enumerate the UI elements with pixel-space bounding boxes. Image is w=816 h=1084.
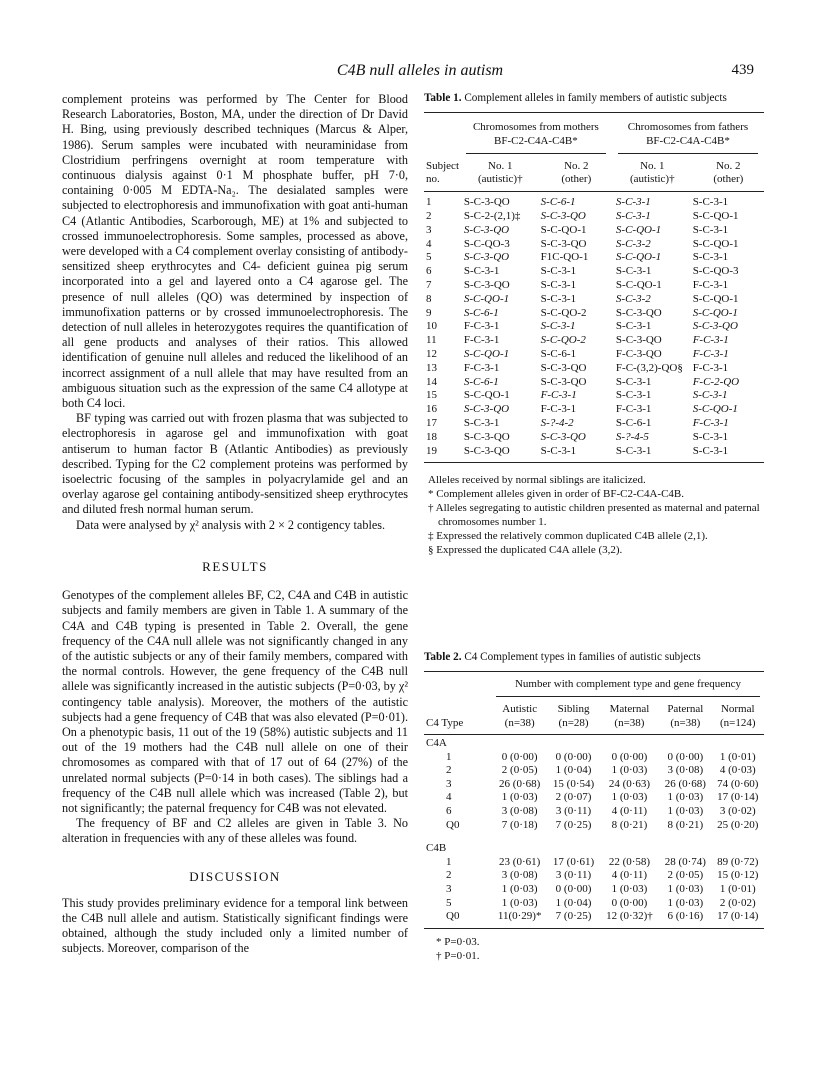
table-row <box>424 910 764 924</box>
table2-col-header: Paternal <box>667 702 704 715</box>
table2-cell: 26 (0·68) <box>664 777 706 790</box>
table1-col-m2: No. 2 <box>564 159 589 172</box>
table2-col-n: (n=38) <box>614 716 645 729</box>
table2-type: Q0 <box>446 818 460 831</box>
table2-cell: 22 (0·58) <box>608 855 651 868</box>
table1-cell-m1: F-C-3-1 <box>463 320 500 333</box>
table1-cell-f1: S-C-6-1 <box>615 416 652 429</box>
table1-cell-f1: S-C-3-1 <box>615 389 652 402</box>
table2-cell: 0 (0·00) <box>555 750 592 763</box>
table1-cell-f1: S-C-3-1 <box>615 196 651 209</box>
table-row <box>424 445 764 459</box>
table2-note-dagger: † P=0·01. <box>436 949 480 962</box>
table2-cell: 15 (0·54) <box>552 777 595 790</box>
table-row <box>424 764 764 778</box>
table1-cell-f1: S-C-3-1 <box>615 265 652 278</box>
table2-cell: 15 (0·12) <box>717 869 759 882</box>
table2-cell: 1 (0·04) <box>555 764 592 777</box>
table2-col-n: (n=124) <box>720 716 756 729</box>
table1-cell-f2: F-C-3-1 <box>692 347 729 360</box>
table1-cell-m2: S-C-3-1 <box>540 444 577 457</box>
table1-cell-m1: S-C-6-1 <box>463 375 499 388</box>
table1-group-fathers-sub: BF-C2-C4A-C4B* <box>646 134 730 147</box>
table2-cell: 1 (0·03) <box>667 805 704 818</box>
table1-subject-no: 17 <box>426 416 437 429</box>
table-row <box>424 376 764 390</box>
table2-type: Q0 <box>446 910 460 923</box>
table2-cell: 4 (0·11) <box>611 805 648 818</box>
bf-typing-paragraph: BF typing was carried out with frozen plasma that was subjected to electrophoresis in agarose gel and immunofixation with goat antiserum to human factor B (Atlantic Antibodies) as previously described. Typing for the C2 complement proteins was performed by isoelectric focusing of the samples in polyacrylamide gel and an overlay agarose gel containing antibody-sensitized sheep erythrocytes and diluted fresh normal human serum. <box>62 411 408 517</box>
table1-caption-text: Complement alleles in family members of autistic subjects <box>464 92 727 104</box>
table2-cell: 17 (0·14) <box>717 791 759 804</box>
table1-note-section: § Expressed the duplicated C4A allele (3,2). <box>428 544 623 557</box>
table1-subject-no: 5 <box>426 251 432 264</box>
table1-subject-no: 15 <box>426 389 437 402</box>
page-number: 439 <box>731 62 754 78</box>
table1-cell-f2: S-C-3-1 <box>692 223 729 236</box>
table-row <box>424 265 764 279</box>
table2-cell: 1 (0·03) <box>667 896 704 909</box>
table1-cell-m2: S-C-QO-1 <box>540 223 587 236</box>
table1-col-f1: No. 1 <box>640 159 665 172</box>
table1-cell-f2: S-C-3-1 <box>692 196 729 209</box>
table1-cell-m2: F-C-3-1 <box>540 389 577 402</box>
table1-cell-f1: S-C-QO-1 <box>615 251 662 264</box>
table-row <box>424 320 764 334</box>
table2-cell: 1 (0·03) <box>611 791 648 804</box>
table-row <box>424 417 764 431</box>
table2-cell: 89 (0·72) <box>717 855 759 868</box>
table1-cell-f2: S-C-QO-1 <box>692 306 738 319</box>
table-row <box>424 362 764 376</box>
table2-cell: 1 (0·01) <box>719 883 756 896</box>
table-row <box>424 210 764 224</box>
table2-type: 1 <box>446 855 452 868</box>
table1-subject-no: 8 <box>426 292 432 305</box>
table2-cell: 26 (0·68) <box>499 777 541 790</box>
table1-group-mothers-sub: BF-C2-C4A-C4B* <box>494 134 578 147</box>
table2-caption <box>424 651 764 663</box>
table1-cell-m1: S-C-3-QO <box>463 251 510 264</box>
table1-subject-no: 9 <box>426 306 432 319</box>
table1-cell-f2: F-C-3-1 <box>692 278 729 291</box>
table-row <box>424 869 764 883</box>
table2-cell: 17 (0·14) <box>717 910 759 923</box>
left-column <box>62 92 408 957</box>
table1-cell-m1: S-C-QO-3 <box>463 237 510 250</box>
table1-cell-m1: S-C-3-QO <box>463 403 510 416</box>
table1-cell-f1: S-C-3-1 <box>615 375 652 388</box>
table1-col-m2-sub: (other) <box>561 173 592 186</box>
table-row <box>424 751 764 765</box>
table1-cell-m1: S-C-QO-1 <box>463 347 510 360</box>
table-row <box>424 389 764 403</box>
table1-cell-f2: F-C-3-1 <box>692 334 729 347</box>
table1-cell-m1: S-C-QO-1 <box>463 292 510 305</box>
table1-group-fathers: Chromosomes from fathers <box>627 121 749 133</box>
table2-cell: 24 (0·63) <box>608 777 651 790</box>
table1-cell-f1: F-C-3-QO <box>615 347 662 360</box>
table2-cell: 3 (0·08) <box>667 764 704 777</box>
table1-cell-m2: S-?-4-2 <box>540 416 574 429</box>
table1-cell-f2: S-C-QO-3 <box>692 265 739 278</box>
table2-cell: 2 (0·02) <box>719 896 756 909</box>
right-column <box>424 92 764 963</box>
table1-cell-m1: S-C-3-QO <box>463 196 510 209</box>
table2-col-n: (n=28) <box>558 716 589 729</box>
table1-cell-f2: S-C-3-QO <box>692 320 738 333</box>
table-row <box>424 293 764 307</box>
table-row <box>424 224 764 238</box>
table1-cell-m2: S-C-3-1 <box>540 292 577 305</box>
table2-note-star: * P=0·03. <box>436 935 480 948</box>
table1-cell-m1: S-C-3-1 <box>463 265 500 278</box>
table2-col-type: C4 Type <box>426 716 464 729</box>
table2-cell: 4 (0·11) <box>611 869 648 882</box>
table2-type: 1 <box>446 750 452 763</box>
table1-subject-no: 13 <box>426 361 437 374</box>
table2-type: 3 <box>446 883 452 896</box>
table2-cell: 1 (0·01) <box>719 750 756 763</box>
table-row <box>424 238 764 252</box>
table2-cell: 1 (0·03) <box>667 791 704 804</box>
table2-type: 5 <box>446 896 452 909</box>
table1-cell-m1: F-C-3-1 <box>463 361 500 374</box>
table1-col-m1: No. 1 <box>488 159 513 172</box>
table2-cell: 17 (0·61) <box>552 855 595 868</box>
table1-cell-f2: S-C-QO-1 <box>692 403 738 416</box>
table2-section-label: C4A <box>426 737 447 750</box>
table1-cell-m2: F-C-3-1 <box>540 403 577 416</box>
table1-cell-f1: S-C-3-2 <box>615 237 651 250</box>
table2-cell: 0 (0·00) <box>667 750 704 763</box>
discussion-paragraph: This study provides preliminary evidence for a temporal link between the C4B null allele and autism. Statistically significant findings were obtained, although the study included only a limited number of subjects. Moreover, comparison of the <box>62 895 408 956</box>
table1-col-m1-sub: (autistic)† <box>477 173 523 186</box>
table1-note-italic: Alleles received by normal siblings are italicized. <box>428 474 646 487</box>
table2 <box>424 671 764 929</box>
table2-cell: 1 (0·03) <box>501 896 538 909</box>
table1-subject-no: 3 <box>426 223 432 236</box>
table1-cell-m2: S-C-6-1 <box>540 347 577 360</box>
table1-note-ddagger: ‡ Expressed the relatively common duplicated C4B allele (2,1). <box>428 530 708 543</box>
table1-subject-no: 6 <box>426 265 432 278</box>
table1-cell-f1: S-C-3-1 <box>615 320 652 333</box>
table1-cell-m1: S-C-QO-1 <box>463 389 510 402</box>
table1-cell-f2: F-C-2-QO <box>692 375 740 388</box>
results-bf-c2-paragraph: The frequency of BF and C2 alleles are given in Table 3. No alteration in frequencies with any of these alleles was found. <box>62 816 408 846</box>
table1-body <box>424 196 764 458</box>
table1-note-star: * Complement alleles given in order of BF-C2-C4A-C4B. <box>428 488 685 501</box>
table1-col-f2: No. 2 <box>716 159 741 172</box>
table1-subject-no: 12 <box>426 347 437 360</box>
table1-cell-f2: S-C-3-1 <box>692 389 728 402</box>
table1-caption <box>424 92 764 104</box>
table1-group-mothers: Chromosomes from mothers <box>472 121 599 133</box>
table1-cell-m1: S-C-6-1 <box>463 306 499 319</box>
table1-caption-label: Table 1. <box>424 92 462 104</box>
table2-type: 2 <box>446 764 452 777</box>
table1-cell-m1: S-C-2-(2,1)‡ <box>463 209 521 222</box>
table1-cell-f1: S-C-3-QO <box>615 334 662 347</box>
table1-subject-no: 2 <box>426 209 432 222</box>
table1-notes <box>424 473 764 557</box>
table1-cell-f1: S-C-3-1 <box>615 209 651 222</box>
table1-cell-m1: S-C-3-QO <box>463 278 510 291</box>
table-row <box>424 251 764 265</box>
table1-note-dagger: † Alleles segregating to autistic children presented as maternal and paternal chromosomes number 1. <box>428 502 760 529</box>
table2-cell: 7 (0·25) <box>555 910 592 923</box>
table2-col-header: Normal <box>720 702 755 715</box>
table1-cell-m2: S-C-QO-2 <box>540 306 587 319</box>
table2-caption-text: C4 Complement types in families of autistic subjects <box>464 651 701 664</box>
methods-paragraph: complement proteins was performed by The Center for Blood Research Laboratories, Boston, MA, under the direction of Dr David H. Bing, using previously described techniques (Marcus & Alper, 1986). Serum samples were incubated with neuraminidase from Clostridium perfringens overnight at room temperature with continuous dialysis against 0·1 M phosphate buffer, pH 7·0, containing 0·005 M EDTA-Na₂. The desialated samples were subjected to electrophoresis and immunofixation with goat anti-human C4 (Atlantic Antibodies, Scarborough, ME) at 1% and subjected to crossed immunoelectrophoresis. Some samples, processed as above, were developed with a C4 complement overlay consisting of antibody-sensitized sheep erythrocytes and C4- deficient guinea pig serum incorporated into a gel and layered onto a C4 agarose gel. The presence of null alleles (QO) was determined by inspection of immunofixation patterns or by crossed immunoelectrophoresis. The detection of null alleles in heterozygotes requires the quantification of all gene products and analyses of their ratios. This allowed identification of genuine null alleles and reduced the likelihood of an incorrect assignment of a null allele that may have resulted from an ambiguous situation such as the expression of the same C4 allotype at both C4 loci. <box>62 92 408 411</box>
table1-cell-m1: S-C-3-QO <box>463 444 510 457</box>
table2-cell: 8 (0·21) <box>667 818 704 831</box>
table-row <box>424 307 764 321</box>
table1-cell-f2: S-C-QO-1 <box>692 292 739 305</box>
results-paragraph: Genotypes of the complement alleles BF, C2, C4A and C4B in autistic subjects and family members are given in Table 1. A summary of the C4A and C4B typing is presented in Table 2. Overall, the gene frequency of the C4A null allele was not significantly changed in any of the autistic subjects or any of their family members, compared with the normal controls. However, the gene frequency of the C4B null allele was significantly increased in the autistic subjects (P=0·03, by χ² contingency table analysis). Moreover, the mothers of the autistic subjects had a gene frequency of C4B that was also elevated (P=0·01). On a phenotypic basis, 11 out of the 19 (58%) autistic subjects and 11 out of the 19 mothers had the C4B null allele on one of their chromosomes as compared with that of 17 out of 64 (27%) of the unrelated normal subjects (P=0·14 in both cases). The siblings had a frequency of the C4B null allele which was increased (Table 2), but not significantly; the paternal frequency for C4B was not elevated. <box>62 588 408 815</box>
table-row <box>424 196 764 210</box>
table1-subject-no: 4 <box>426 237 432 250</box>
table-row <box>424 403 764 417</box>
table1-cell-f1: S-?-4-5 <box>615 430 649 443</box>
table2-section-label: C4B <box>426 842 447 855</box>
table1-subject-no: 7 <box>426 278 432 291</box>
results-heading: RESULTS <box>202 558 268 574</box>
table1-subject-no: 16 <box>426 403 437 416</box>
table2-cell: 6 (0·16) <box>667 910 704 923</box>
table1-col-subject: Subject <box>426 159 459 172</box>
table-row <box>424 791 764 805</box>
table2-cell: 3 (0·08) <box>501 869 538 882</box>
table2-col-n: (n=38) <box>504 716 535 729</box>
analysis-paragraph: Data were analysed by χ² analysis with 2 × 2 contigency tables. <box>76 517 386 532</box>
table-row <box>424 279 764 293</box>
running-title: C4B null alleles in autism <box>336 62 504 79</box>
table2-cell: 8 (0·21) <box>611 818 648 831</box>
table2-cell: 0 (0·00) <box>555 883 592 896</box>
table1-cell-f2: S-C-3-1 <box>692 251 729 264</box>
table1-cell-m2: S-C-3-1 <box>540 278 577 291</box>
table1-cell-f1: S-C-QO-1 <box>615 223 662 236</box>
table1-subject-no: 11 <box>426 334 437 347</box>
table1-cell-f1: F-C-(3,2)-QO§ <box>615 361 683 374</box>
table1-cell-f2: S-C-QO-1 <box>692 209 739 222</box>
table2-cell: 1 (0·03) <box>501 791 538 804</box>
table1-col-f2-sub: (other) <box>713 173 744 186</box>
table2-type: 3 <box>446 777 452 790</box>
table1-cell-f2: S-C-3-1 <box>692 430 729 443</box>
table2-cell: 3 (0·08) <box>501 805 538 818</box>
table2-cell: 3 (0·11) <box>555 869 592 882</box>
table1-col-f1-sub: (autistic)† <box>630 173 675 186</box>
table2-col-header: Sibling <box>557 702 590 715</box>
table1-cell-m2: S-C-6-1 <box>540 196 576 209</box>
table1-cell-m2: S-C-3-1 <box>540 265 577 278</box>
table1-cell-f2: S-C-3-1 <box>692 444 729 457</box>
table-row <box>424 334 764 348</box>
table2-section-row <box>424 735 764 751</box>
table1-cell-f1: S-C-3-2 <box>615 292 651 305</box>
table1-subject-no: 1 <box>426 196 432 209</box>
table2-cell: 7 (0·25) <box>555 818 592 831</box>
discussion-heading: DISCUSSION <box>189 868 281 884</box>
table2-type: 2 <box>446 869 452 882</box>
table2-group-header: Number with complement type and gene frequency <box>514 678 742 691</box>
table1-subject-no: 18 <box>426 430 437 443</box>
table2-section-row <box>424 832 764 856</box>
table1-cell-f1: S-C-QO-1 <box>615 278 662 291</box>
table2-cell: 1 (0·03) <box>611 883 648 896</box>
table1-subject-no: 19 <box>426 444 437 457</box>
table2-col-header: Maternal <box>609 702 650 715</box>
table2-cell: 3 (0·02) <box>719 805 756 818</box>
table2-cell: 1 (0·03) <box>667 883 704 896</box>
table1-cell-m2: S-C-3-QO <box>540 237 587 250</box>
table2-cell: 2 (0·07) <box>555 791 592 804</box>
table2-cell: 0 (0·00) <box>611 896 648 909</box>
table1-cell-f1: S-C-3-1 <box>615 444 652 457</box>
table2-cell: 1 (0·04) <box>555 896 592 909</box>
table2-type: 6 <box>446 805 452 818</box>
table1 <box>424 112 764 463</box>
table1-cell-m2: S-C-3-QO <box>540 430 586 443</box>
table2-cell: 1 (0·03) <box>501 883 538 896</box>
table2-body <box>424 735 764 924</box>
table1-cell-f2: F-C-3-1 <box>692 416 729 429</box>
table1-cell-m1: S-C-3-QO <box>463 430 510 443</box>
table1-cell-m2: S-C-3-QO <box>540 361 587 374</box>
table-row <box>424 778 764 792</box>
table2-cell: 1 (0·03) <box>611 764 648 777</box>
table2-col-header: Autistic <box>502 702 538 715</box>
table1-cell-f1: S-C-3-QO <box>615 306 662 319</box>
table-row <box>424 856 764 870</box>
table1-cell-m1: S-C-3-QO <box>463 223 510 236</box>
table1-col-subject-no: no. <box>426 173 440 186</box>
table2-col-n: (n=38) <box>670 716 701 729</box>
table-row <box>424 348 764 362</box>
table1-cell-m1: F-C-3-1 <box>463 334 500 347</box>
table-row <box>424 819 764 833</box>
table2-cell: 4 (0·03) <box>719 764 756 777</box>
table1-cell-f2: S-C-QO-1 <box>692 237 739 250</box>
table-row <box>424 431 764 445</box>
table-row <box>424 897 764 911</box>
table2-cell: 12 (0·32)† <box>606 910 653 923</box>
table2-cell: 7 (0·18) <box>501 818 538 831</box>
table2-cell: 0 (0·00) <box>611 750 648 763</box>
table-row <box>424 883 764 897</box>
table1-subject-no: 14 <box>426 375 437 388</box>
table2-caption-label: Table 2. <box>424 651 462 664</box>
table2-cell: 23 (0·61) <box>499 855 541 868</box>
table2-cell: 2 (0·05) <box>667 869 704 882</box>
table2-cell: 25 (0·20) <box>717 818 759 831</box>
table1-cell-m2: F1C-QO-1 <box>540 251 589 264</box>
table1-cell-f1: F-C-3-1 <box>615 403 652 416</box>
table1-subject-no: 10 <box>426 320 437 333</box>
table2-cell: 11(0·29)* <box>497 910 542 923</box>
table1-cell-f2: F-C-3-1 <box>692 361 729 374</box>
table1-cell-m2: S-C-3-QO <box>540 375 587 388</box>
running-header <box>0 62 816 82</box>
table-row <box>424 805 764 819</box>
table1-cell-m2: S-C-3-QO <box>540 209 586 222</box>
table1-cell-m2: S-C-QO-2 <box>540 334 586 347</box>
table2-cell: 3 (0·11) <box>555 805 592 818</box>
table2-cell: 74 (0·60) <box>717 777 759 790</box>
table1-cell-m1: S-C-3-1 <box>463 416 500 429</box>
table2-cell: 0 (0·00) <box>501 750 538 763</box>
table1-cell-m2: S-C-3-1 <box>540 320 576 333</box>
table2-type: 4 <box>446 791 452 804</box>
table2-cell: 28 (0·74) <box>664 855 706 868</box>
table2-cell: 2 (0·05) <box>501 764 538 777</box>
table2-notes <box>424 935 764 963</box>
